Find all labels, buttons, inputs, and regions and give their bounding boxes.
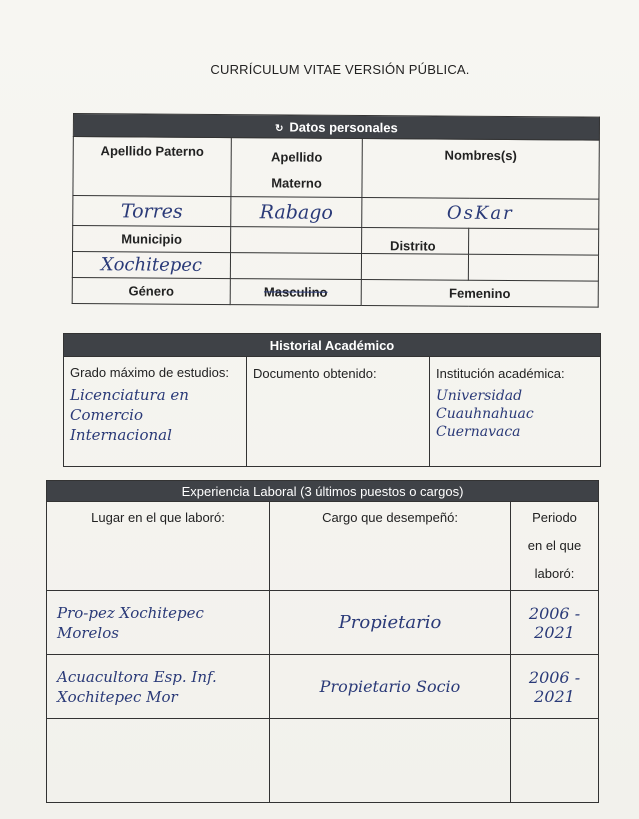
blank-cell-c bbox=[468, 254, 598, 281]
apellido-materno-value: Rabago bbox=[231, 197, 362, 228]
municipio-empty-cell bbox=[231, 227, 362, 254]
masculino-option: Masculino bbox=[230, 279, 361, 306]
col-lugar-header: Lugar en el que laboró: bbox=[47, 502, 270, 591]
row1-lugar: Pro-pez Xochitepec Morelos bbox=[47, 591, 270, 655]
row2-periodo: 2006 - 2021 bbox=[511, 655, 599, 719]
institucion-cell bbox=[430, 357, 601, 467]
documento-label: Documento obtenido: bbox=[253, 366, 377, 381]
work-experience-table bbox=[46, 480, 599, 803]
municipio-value: Xochitepec bbox=[72, 252, 230, 279]
academic-history-header: Historial Académico bbox=[64, 334, 601, 357]
work-experience-header: Experiencia Laboral (3 últimos puestos o cargos) bbox=[47, 481, 599, 502]
personal-data-header: ↻ Datos personales bbox=[73, 114, 599, 141]
apellido-materno-label: Apellido Materno bbox=[231, 138, 362, 198]
table-row bbox=[47, 719, 599, 803]
grado-label: Grado máximo de estudios: bbox=[70, 365, 229, 380]
row2-lugar: Acuacultora Esp. Inf. Xochitepec Mor bbox=[47, 655, 270, 719]
blank-cell-a bbox=[230, 253, 361, 280]
nombres-label: Nombres(s) bbox=[362, 139, 599, 200]
table-row bbox=[47, 655, 599, 719]
apellido-paterno-value: Torres bbox=[73, 196, 231, 227]
col-cargo-header: Cargo que desempeñó: bbox=[270, 502, 511, 591]
genero-label: Género bbox=[72, 277, 230, 304]
grado-value: Licenciatura en Comercio Internacional bbox=[70, 386, 189, 444]
col-periodo-header: Periodo en el que laboró: bbox=[511, 502, 599, 591]
info-icon: ↻ bbox=[274, 122, 284, 134]
row3-periodo bbox=[511, 719, 599, 803]
femenino-option: Femenino bbox=[361, 280, 598, 308]
page-title: CURRÍCULUM VITAE VERSIÓN PÚBLICA. bbox=[210, 62, 470, 77]
row3-cargo bbox=[270, 719, 511, 803]
row3-lugar bbox=[47, 719, 270, 803]
apellido-paterno-label: Apellido Paterno bbox=[73, 137, 231, 197]
grado-cell bbox=[64, 357, 247, 467]
row1-cargo: Propietario bbox=[270, 591, 511, 655]
nombres-value: OsKar bbox=[362, 198, 599, 230]
row1-periodo: 2006 - 2021 bbox=[511, 591, 599, 655]
documento-cell bbox=[247, 357, 430, 467]
row2-cargo: Propietario Socio bbox=[270, 655, 511, 719]
distrito-label: Distrito bbox=[362, 228, 469, 255]
distrito-value-cell bbox=[469, 228, 599, 255]
institucion-label: Institución académica: bbox=[436, 366, 565, 381]
blank-cell-b bbox=[361, 254, 468, 281]
academic-history-table bbox=[63, 333, 601, 467]
institucion-value: Universidad Cuauhnahuac Cuernavaca bbox=[436, 388, 534, 440]
municipio-label: Municipio bbox=[73, 226, 231, 253]
table-row bbox=[47, 591, 599, 655]
personal-data-table bbox=[72, 113, 600, 308]
